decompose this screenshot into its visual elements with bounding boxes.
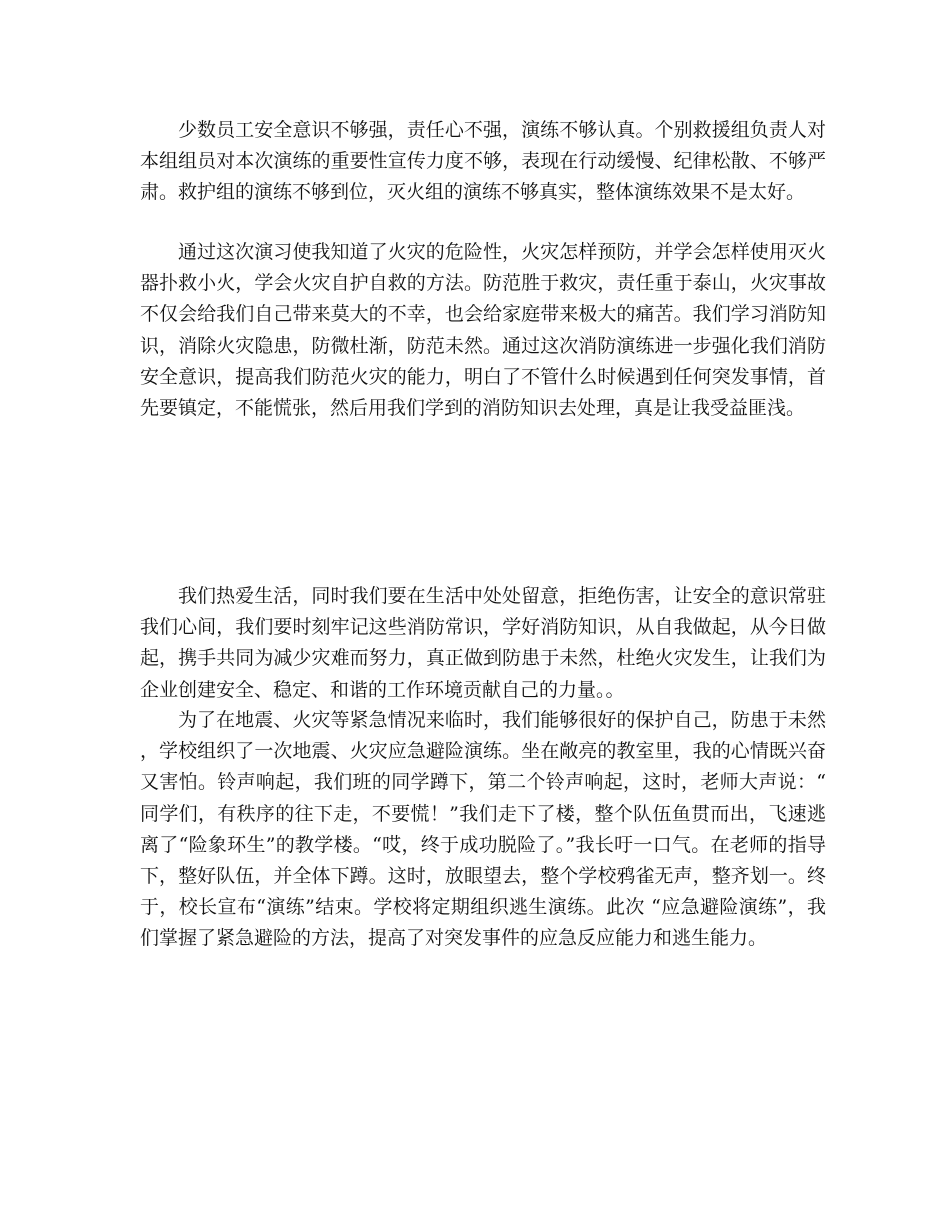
paragraph-love-life-safety: 我们热爱生活，同时我们要在生活中处处留意，拒绝伤害，让安全的意识常驻我们心间，我们要时刻牢记这些消防常识，学好消防知识，从自我做起，从今日做起，携手共同为减少灾难而努力，真正做到防患于未然，杜绝火灾发生，让我们为企业创建安全、稳定、和谐的工作环境贡献自己的力量。。 <box>140 585 826 701</box>
paragraph-fire-drill-lessons: 通过这次演习使我知道了火灾的危险性，火灾怎样预防，并学会怎样使用灭火器扑救小火，学会火灾自护自救的方法。防范胜于救灾，责任重于泰山，火灾事故不仅会给我们自己带来莫大的不幸，也会给家庭带来极大的痛苦。我们学习消防知识，消除火灾隐患，防微杜渐，防范未然。通过这次消防演练进一步强化我们消防安全意识，提高我们防范火灾的能力，明白了不管什么时候遇到任何突发事情，首先要镇定，不能慌张，然后用我们学到的消防知识去处理，真是让我受益匪浅。 <box>140 241 826 420</box>
paragraph-staff-awareness: 少数员工安全意识不够强，责任心不强，演练不够认真。个别救援组负责人对本组组员对本次演练的重要性宣传力度不够，表现在行动缓慢、纪律松散、不够严肃。救护组的演练不够到位，灭火组的演练不够真实，整体演练效果不是太好。 <box>140 119 826 204</box>
paragraph-school-evacuation-drill: 为了在地震、火灾等紧急情况来临时，我们能够很好的保护自己，防患于未然，学校组织了一次地震、火灾应急避险演练。坐在敞亮的教室里，我的心情既兴奋又害怕。铃声响起，我们班的同学蹲下，第二个铃声响起，这时，老师大声说：“同学们，有秩序的往下走，不要慌！”我们走下了楼，整个队伍鱼贯而出，飞速逃离了“险象环生”的教学楼。“哎，终于成功脱险了。”我长吁一口气。在老师的指导下，整好队伍，并全体下蹲。这时，放眼望去，整个学校鸦雀无声，整齐划一。终于，校长宣布“演练”结束。学校将定期组织逃生演练。此次 “应急避险演练”，我们掌握了紧急避险的方法，提高了对突发事件的应急反应能力和逃生能力。 <box>140 709 826 950</box>
